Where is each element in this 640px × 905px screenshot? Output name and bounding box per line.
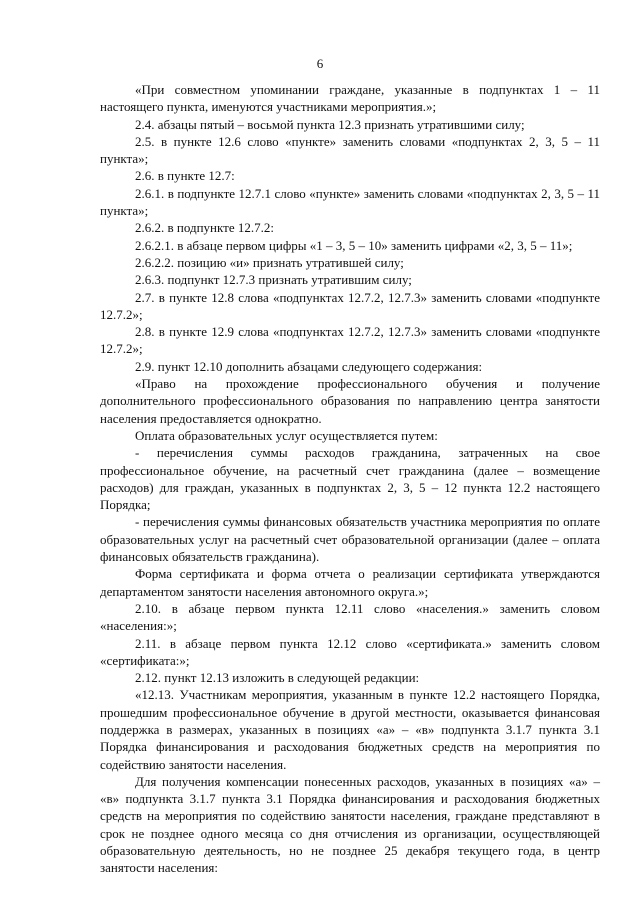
paragraph: 2.11. в абзаце первом пункта 12.12 слово «сертификата.» заменить словом «сертификата:»;	[100, 635, 600, 668]
paragraph: «При совместном упоминании граждане, указанные в подпунктах 1 – 11 настоящего пункта, именуются участниками мероприятия.»;	[100, 82, 600, 115]
paragraph: 2.7. в пункте 12.8 слова «подпунктах 12.7.2, 12.7.3» заменить словами «подпункте 12.7.2»;	[100, 289, 600, 322]
paragraph: 2.6.2.1. в абзаце первом цифры «1 – 3, 5 – 10» заменить цифрами «2, 3, 5 – 11»;	[135, 237, 573, 253]
paragraph: 2.10. в абзаце первом пункта 12.11 слово «населения.» заменить словом «населения:»;	[100, 600, 600, 634]
paragraph: 2.5. в пункте 12.6 слово «пункте» заменить словами «подпунктах 2, 3, 5 – 11 пункта»;	[100, 133, 600, 167]
paragraph: 2.6.2. в подпункте 12.7.2:	[135, 220, 274, 236]
paragraph: 2.6.3. подпункт 12.7.3 признать утратившим силу;	[135, 272, 412, 288]
paragraph: «12.13. Участникам мероприятия, указанным в пункте 12.2 настоящего Порядка, прошедшим профессиональное обучение в другой местности, оказывается финансовая поддержка в размерах, указанных в позициях «а» – «в» подпункта 3.1.7 пункта 3.1 Порядка финансирования и расходования бюджетных средств на мероприятия по содействию занятости населения.	[100, 687, 600, 772]
paragraph: - перечисления суммы финансовых обязательств участника мероприятия по оплате образовательных услуг на расчетный счет образовательной организации (далее – оплата финансовых обязательств гражданина).	[100, 514, 600, 565]
paragraph: 2.6.2.2. позицию «и» признать утратившей силу;	[135, 254, 404, 270]
paragraph: 2.6.1. в подпункте 12.7.1 слово «пункте» заменить словами «подпунктах 2, 3, 5 – 11 пункта»;	[100, 185, 600, 219]
paragraph: 2.4. абзацы пятый – восьмой пункта 12.3 признать утратившими силу;	[135, 116, 525, 132]
paragraph: Форма сертификата и форма отчета о реализации сертификата утверждаются департаментом занятости населения автономного округа.»;	[100, 566, 600, 599]
page-number: 6	[316, 56, 324, 71]
paragraph: - перечисления суммы расходов гражданина, затраченных на свое профессиональное обучение, на расчетный счет гражданина (далее – возмещение расходов) для граждан, указанных в подпунктах 2, 3, 5 – 12 пункта 12.2 настоящего Порядка;	[100, 445, 600, 513]
paragraph: 2.6. в пункте 12.7:	[135, 168, 235, 184]
paragraph: Оплата образовательных услуг осуществляется путем:	[135, 427, 438, 443]
paragraph: «Право на прохождение профессионального обучения и получение дополнительного профессионального образования по направлению центра занятости населения предоставляется однократно.	[100, 376, 600, 426]
document-body	[100, 81, 600, 877]
paragraph: Для получения компенсации понесенных расходов, указанных в позициях «а» – «в» подпункта 3.1.7 пункта 3.1 Порядка финансирования и расходования бюджетных средств на мероприятия по содействию занятости населения, граждане представляют в срок не позднее одного месяца со дня отчисления из организации, осуществляющей образовательную деятельность, но не позднее 25 декабря текущего года, в центр занятости населения:	[100, 773, 600, 876]
paragraph: 2.8. в пункте 12.9 слова «подпунктах 12.7.2, 12.7.3» заменить словами «подпункте 12.7.2»;	[100, 324, 600, 357]
paragraph: 2.12. пункт 12.13 изложить в следующей редакции:	[135, 670, 420, 686]
paragraph: 2.9. пункт 12.10 дополнить абзацами следующего содержания:	[135, 358, 483, 374]
